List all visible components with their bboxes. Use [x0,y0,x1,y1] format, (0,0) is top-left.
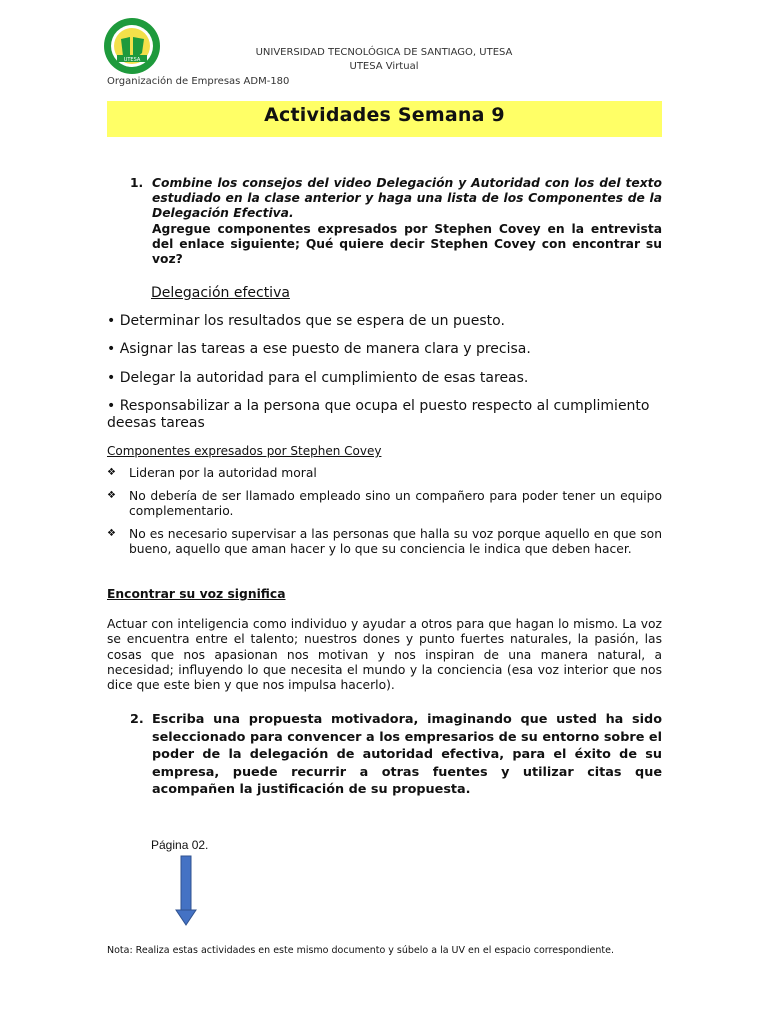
delegacion-item: • Responsabilizar a la persona que ocupa el puesto respecto al cumplimiento deesas tareas [107,398,650,431]
delegacion-item: • Determinar los resultados que se espera de un puesto. [107,313,505,329]
page-reference: Página 02. [151,838,209,852]
diamond-bullet-icon: ❖ [107,467,116,478]
delegacion-heading: Delegación efectiva [151,285,290,301]
covey-item-text: No debería de ser llamado empleado sino un compañero para poder tener un equipo complementario. [129,489,662,518]
question-1 [130,176,662,267]
voz-heading: Encontrar su voz significa [107,587,286,601]
delegacion-item: • Asignar las tareas a ese puesto de manera clara y precisa. [107,341,531,357]
question-1-number: 1. [130,176,144,190]
page-title: Actividades Semana 9 [264,104,505,126]
question-1-bold-text: Agregue componentes expresados por Stephen Covey en la entrevista del enlace siguiente; Qué quiere decir Stephen Covey con encontrar su voz? [152,221,662,267]
course-name: Organización de Empresas ADM-180 [107,76,290,87]
covey-item [107,527,662,557]
title-banner [107,101,662,137]
footer-note: Nota: Realiza estas actividades en este mismo documento y súbelo a la UV en el espacio correspondiente. [107,945,615,956]
university-name: UNIVERSIDAD TECNOLÓGICA DE SANTIAGO, UTESA [255,47,513,58]
delegacion-item: • Delegar la autoridad para el cumplimiento de esas tareas. [107,370,529,386]
utesa-virtual: UTESA Virtual [349,61,419,72]
covey-item [107,489,662,519]
covey-item-text: No es necesario supervisar a las personas que halla su voz porque aquello en que son bueno, aquello que aman hacer y lo que su conciencia le indica que deben hacer. [129,527,662,556]
question-1-italic-text: Combine los consejos del video Delegación y Autoridad con los del texto estudiado en la clase anterior y haga una lista de los Componentes de la Delegación Efectiva. [152,176,662,221]
question-2-number: 2. [130,712,144,727]
question-2 [130,711,662,799]
down-arrow-icon [175,855,197,927]
voz-paragraph: Actuar con inteligencia como individuo y ayudar a otros para que hagan lo mismo. La voz se encuentra entre el talento; nuestros dones y punto fuertes naturales, la pasión, las cosas que nos apasionan nos motivan y nos inspiran de una manera natural, a necesidad; influyendo lo que necesita el mundo y la conciencia (esa voz interior que nos dice que este bien y que nos impulsa hacerlo). [107,617,662,693]
diamond-bullet-icon: ❖ [107,528,116,539]
covey-item-text: Lideran por la autoridad moral [129,466,317,480]
covey-heading: Componentes expresados por Stephen Covey [107,444,382,458]
question-2-text: Escriba una propuesta motivadora, imaginando que usted ha sido seleccionado para convencer a los empresarios de su entorno sobre el poder de la delegación de autoridad efectiva, para el éxito de su empresa, puede recurrir a otras fuentes y utilizar citas que acompañen la justificación de su propuesta. [152,712,662,798]
logo-text: UTESA [123,57,141,63]
covey-item [107,466,662,481]
diamond-bullet-icon: ❖ [107,490,116,501]
